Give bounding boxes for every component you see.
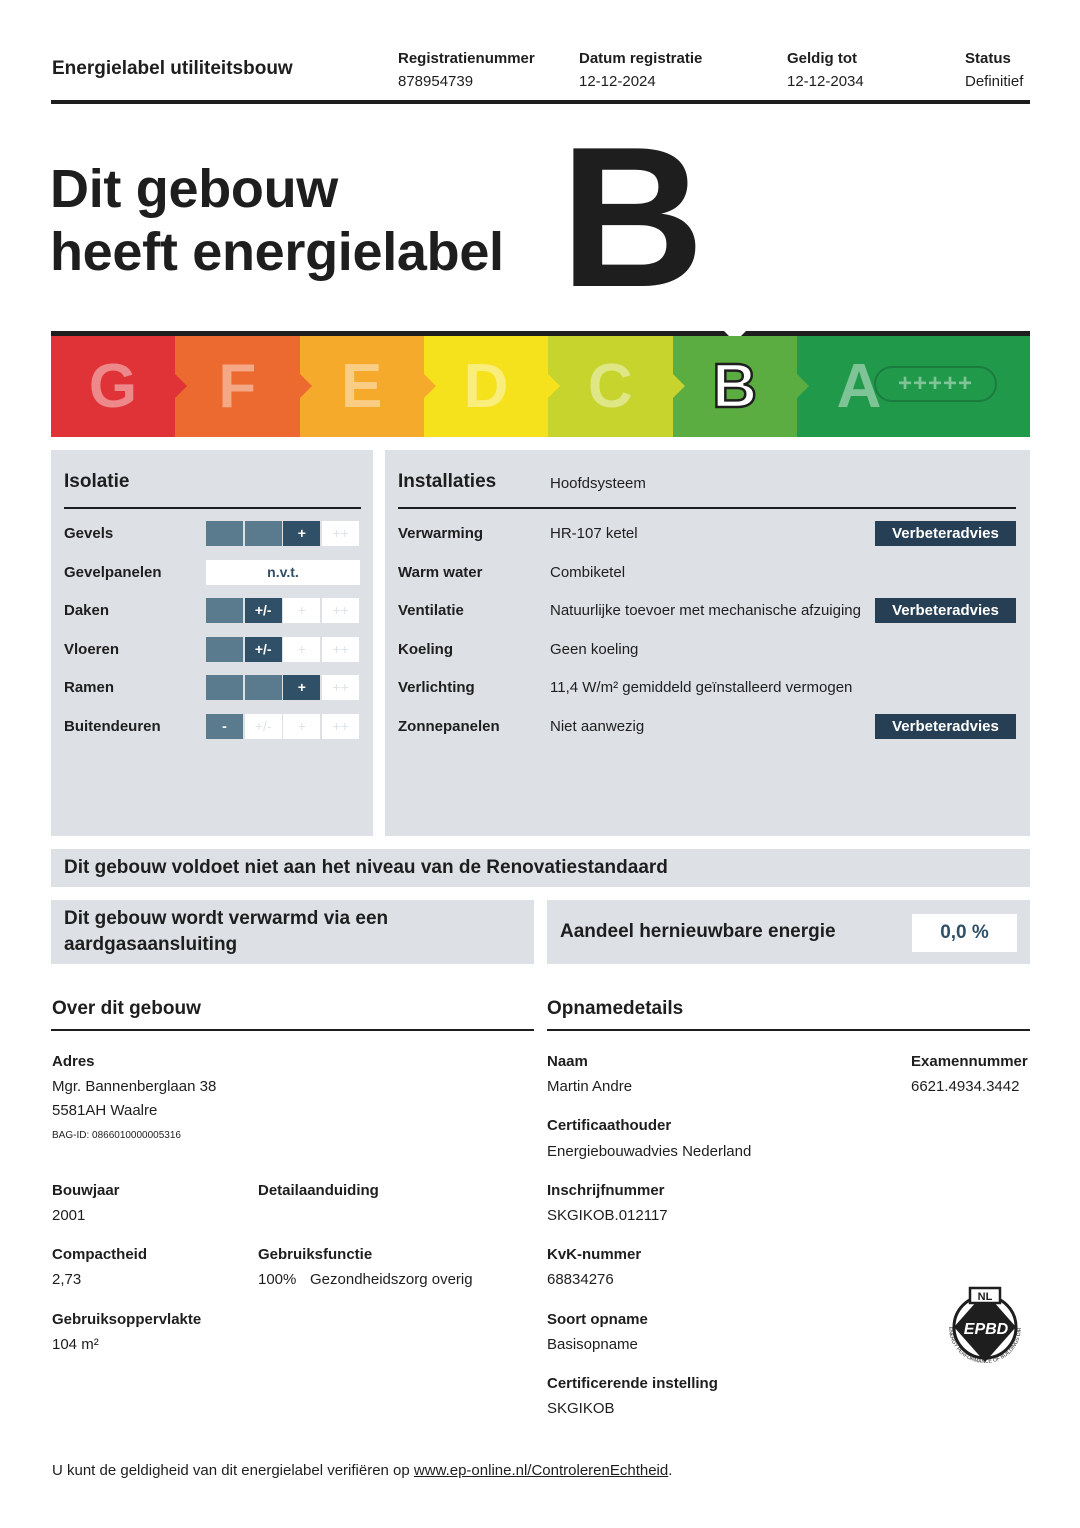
epbd-logo xyxy=(940,1282,1030,1372)
isolatie-rating xyxy=(206,598,360,623)
header-value: 878954739 xyxy=(398,73,474,90)
compactheid-label: Compactheid xyxy=(52,1246,148,1263)
naam-value: Martin Andre xyxy=(547,1078,633,1095)
aardgas-line2: aardgasaansluiting xyxy=(64,934,238,955)
isolatie-row-label: Gevelpanelen xyxy=(64,563,162,581)
certificerende-instelling-value: SKGIKOB xyxy=(547,1400,615,1417)
rating-cell: +/- xyxy=(245,637,282,662)
hero-title-line1: Dit gebouw xyxy=(50,159,338,219)
rating-cell: - xyxy=(206,714,243,739)
installatie-row-label: Koeling xyxy=(398,640,453,658)
isolatie-row-label: Vloeren xyxy=(64,640,120,658)
installaties-subtitle: Hoofdsysteem xyxy=(550,475,646,492)
header-divider xyxy=(51,100,1030,104)
verbeteradvies-button[interactable]: Verbeteradvies xyxy=(875,521,1016,546)
rating-cell xyxy=(206,598,243,623)
certificaathouder-label: Certificaathouder xyxy=(547,1117,672,1134)
header-label: Datum registratie xyxy=(579,50,703,67)
rating-cell xyxy=(206,521,243,546)
certificerende-instelling-label: Certificerende instelling xyxy=(547,1375,718,1392)
footer-suffix: . xyxy=(668,1462,673,1479)
hernieuwbaar-value: 0,0 % xyxy=(912,914,1017,952)
opname-title: Opnamedetails xyxy=(547,998,684,1019)
header-value: 12-12-2024 xyxy=(579,73,656,90)
oppervlakte-value: 104 m² xyxy=(52,1336,99,1353)
rating-cell: ++ xyxy=(322,675,359,700)
rating-cell: + xyxy=(283,598,320,623)
isolatie-divider xyxy=(64,507,361,509)
examennummer-label: Examennummer xyxy=(911,1053,1028,1070)
hero-title-line2: heeft energielabel xyxy=(50,222,504,282)
scale-letter-f: F xyxy=(218,352,257,421)
installatie-row-label: Verlichting xyxy=(398,679,475,697)
adres-line1: Mgr. Bannenberglaan 38 xyxy=(52,1078,217,1095)
rating-cell: + xyxy=(283,714,320,739)
inschrijfnummer-value: SKGIKOB.012117 xyxy=(547,1207,668,1224)
installatie-row-label: Ventilatie xyxy=(398,602,464,620)
energy-label-letter: B xyxy=(560,106,705,329)
installatie-row-label: Verwarming xyxy=(398,525,484,542)
scale-a-plus-badge: +++++ xyxy=(874,366,997,402)
footer-text: U kunt de geldigheid van dit energielabel verifiëren op xyxy=(52,1462,414,1479)
scale-letter-c: C xyxy=(587,352,633,421)
verification-link[interactable]: www.ep-online.nl/ControlerenEchtheid xyxy=(413,1462,669,1479)
rating-cell: +/- xyxy=(245,598,282,623)
examennummer-value: 6621.4934.3442 xyxy=(911,1078,1020,1095)
isolatie-rating xyxy=(206,675,360,700)
installatie-row-value: HR-107 ketel xyxy=(550,525,638,542)
header-field-registratienummer xyxy=(398,50,535,90)
opname-divider xyxy=(547,1029,1030,1031)
adres-label: Adres xyxy=(52,1053,95,1070)
rating-cell xyxy=(245,521,282,546)
installatie-row-value: Niet aanwezig xyxy=(550,718,645,735)
header-label: Status xyxy=(965,50,1011,67)
header-field-geldig-tot xyxy=(787,50,864,90)
installatie-row-value: Geen koeling xyxy=(550,640,639,658)
installaties-divider xyxy=(398,507,1016,509)
rating-cell: +/- xyxy=(245,714,282,739)
isolatie-row-label: Buitendeuren xyxy=(64,718,161,735)
rating-cell: ++ xyxy=(322,598,359,623)
header-value: 12-12-2034 xyxy=(787,73,864,90)
isolatie-row-label: Gevels xyxy=(64,525,114,542)
isolatie-rating xyxy=(206,521,360,546)
aardgas-band xyxy=(51,900,534,964)
aardgas-line1: Dit gebouw wordt verwarmd via een xyxy=(64,908,389,929)
rating-cell: + xyxy=(283,521,320,546)
scale-letter-e: E xyxy=(340,352,383,421)
header-field-status xyxy=(965,50,1023,90)
isolatie-rating xyxy=(206,714,360,739)
installatie-row-label: Zonnepanelen xyxy=(398,718,500,735)
adres-line2: 5581AH Waalre xyxy=(52,1102,158,1119)
oppervlakte-label: Gebruiksoppervlakte xyxy=(52,1311,202,1328)
installatie-row-value: Natuurlijke toevoer met mechanische afzuiging xyxy=(550,602,861,620)
rating-cell xyxy=(245,675,282,700)
gebruiksfunctie-pct: 100% xyxy=(258,1271,297,1288)
rating-cell xyxy=(206,675,243,700)
rating-cell: ++ xyxy=(322,521,359,546)
renovatie-text: Dit gebouw voldoet niet aan het niveau van de Renovatiestandaard xyxy=(64,857,668,878)
gebruiksfunctie-value: Gezondheidszorg overig xyxy=(310,1271,473,1288)
isolatie-title: Isolatie xyxy=(64,471,130,492)
hernieuwbaar-label: Aandeel hernieuwbare energie xyxy=(560,921,836,942)
energy-scale xyxy=(51,336,1030,437)
footer xyxy=(52,1462,672,1479)
verbeteradvies-button[interactable]: Verbeteradvies xyxy=(875,714,1016,739)
installaties-title: Installaties xyxy=(398,471,497,492)
rating-cell: ++ xyxy=(322,714,359,739)
verbeteradvies-button[interactable]: Verbeteradvies xyxy=(875,598,1016,623)
installatie-row-value: 11,4 W/m² gemiddeld geïnstalleerd vermogen xyxy=(550,679,853,697)
scale-letter-g: G xyxy=(88,352,138,421)
installaties-panel xyxy=(385,450,1030,836)
header-field-datum-registratie xyxy=(579,50,702,90)
epbd-logo-nl: NL xyxy=(977,1291,993,1303)
rating-cell: + xyxy=(283,675,320,700)
document-title: Energielabel utiliteitsbouw xyxy=(52,58,293,79)
gebruiksfunctie-label: Gebruiksfunctie xyxy=(258,1246,373,1263)
isolatie-rating xyxy=(206,637,360,662)
isolatie-panel xyxy=(51,450,373,836)
detailaanduiding-label: Detailaanduiding xyxy=(258,1182,379,1199)
kvk-value: 68834276 xyxy=(547,1271,614,1288)
installatie-row-label: Warm water xyxy=(398,563,483,581)
scale-letter-b: B xyxy=(712,352,758,421)
scale-letter-d: D xyxy=(463,352,509,421)
soort-opname-label: Soort opname xyxy=(547,1311,648,1328)
epbd-logo-text: EPBD xyxy=(963,1321,1009,1338)
header-value: Definitief xyxy=(965,73,1024,90)
header-label: Registratienummer xyxy=(398,50,535,67)
naam-label: Naam xyxy=(547,1053,588,1070)
hero-title xyxy=(50,158,504,284)
rating-not-applicable: n.v.t. xyxy=(206,560,360,585)
bouwjaar-value: 2001 xyxy=(52,1207,86,1224)
rating-cell xyxy=(206,637,243,662)
kvk-label: KvK-nummer xyxy=(547,1246,642,1263)
aardgas-text xyxy=(64,906,388,958)
bouwjaar-label: Bouwjaar xyxy=(52,1182,120,1199)
rating-cell: ++ xyxy=(322,637,359,662)
installatie-row-value: Combiketel xyxy=(550,563,626,581)
scale-letter-a: A xyxy=(836,352,882,421)
isolatie-row-label: Daken xyxy=(64,602,110,620)
rating-cell: + xyxy=(283,637,320,662)
isolatie-rating xyxy=(206,560,360,585)
header-label: Geldig tot xyxy=(787,50,857,67)
isolatie-row-label: Ramen xyxy=(64,679,115,697)
bag-id: BAG-ID: 0866010000005316 xyxy=(52,1130,181,1141)
certificaathouder-value: Energiebouwadvies Nederland xyxy=(547,1143,752,1160)
over-divider xyxy=(51,1029,534,1031)
soort-opname-value: Basisopname xyxy=(547,1336,638,1353)
renovatie-band xyxy=(51,849,1030,887)
compactheid-value: 2,73 xyxy=(52,1271,82,1288)
epbd-logo-ring-text: ENERGY PERFORMANCE OF BUILDINGS DIR xyxy=(946,1326,1024,1366)
over-title: Over dit gebouw xyxy=(52,998,201,1019)
inschrijfnummer-label: Inschrijfnummer xyxy=(547,1182,665,1199)
